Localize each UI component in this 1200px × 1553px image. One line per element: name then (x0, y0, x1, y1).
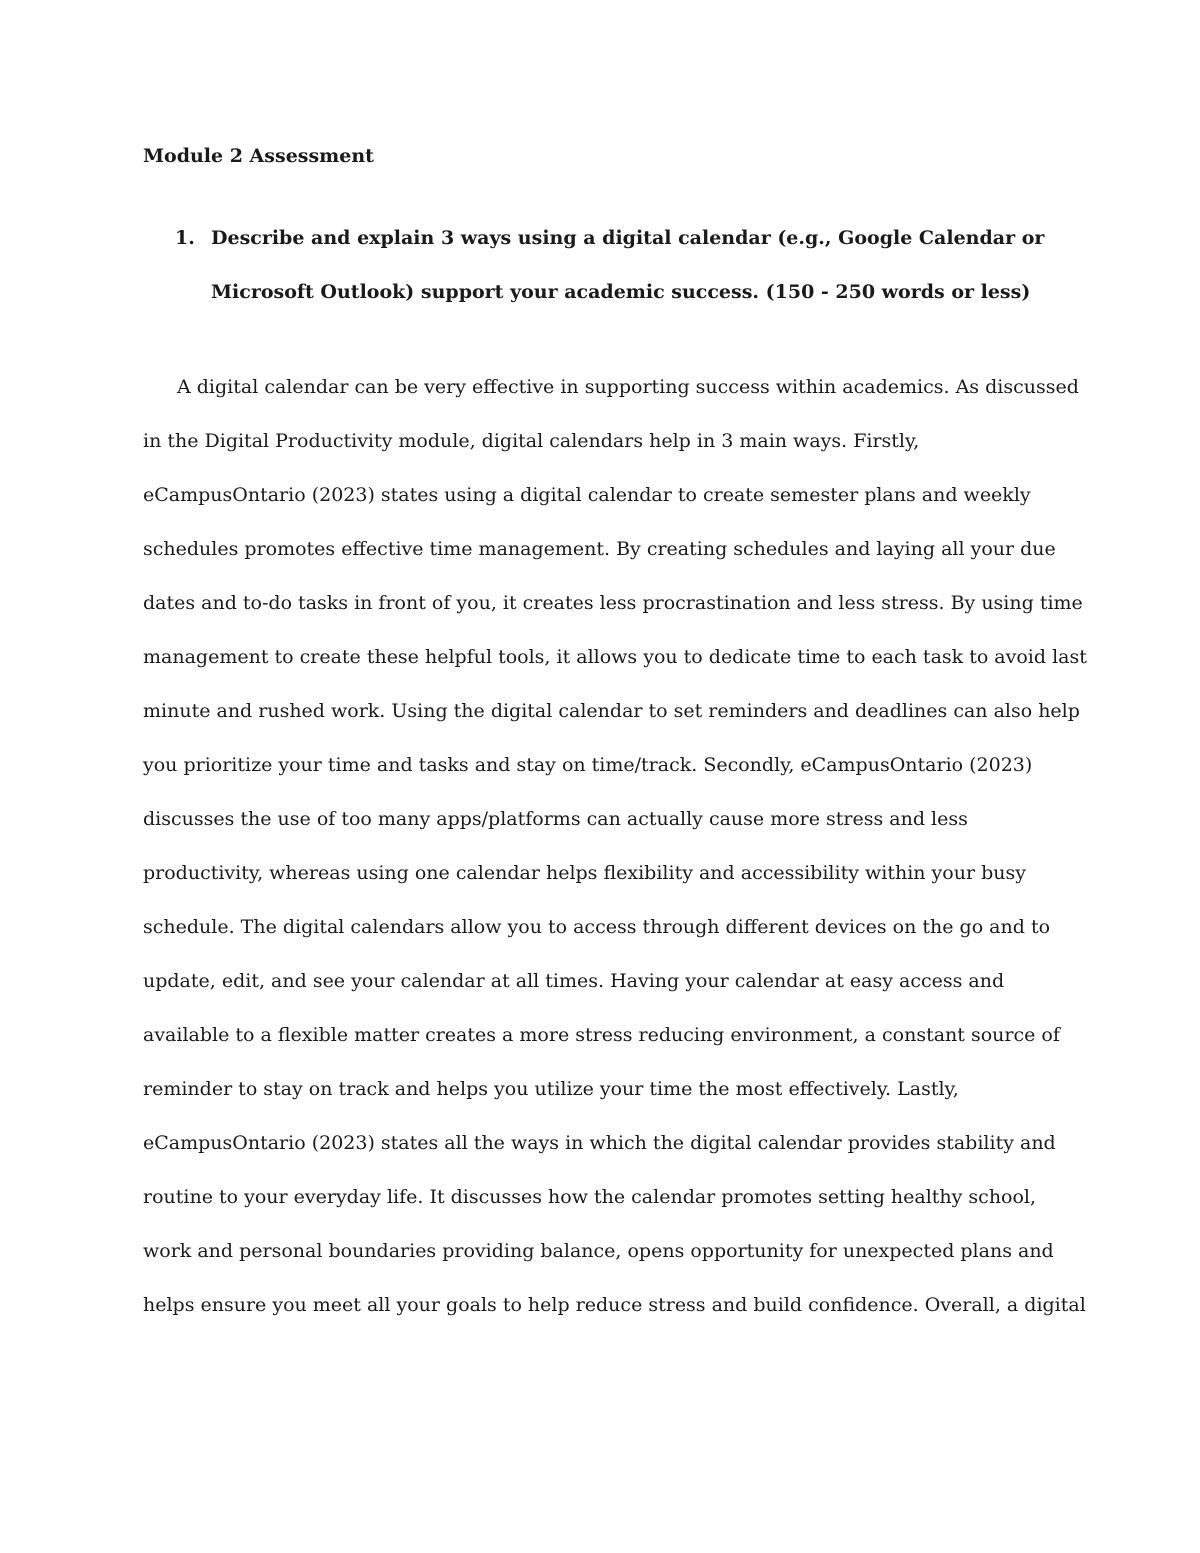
answer-line: reminder to stay on track and helps you utilize your time the most effectively. Lastly, (143, 1078, 959, 1100)
answer-line: helps ensure you meet all your goals to help reduce stress and build confidence. Overall, a digital (143, 1294, 1086, 1316)
answer-paragraph (143, 360, 1087, 1332)
answer-line: minute and rushed work. Using the digital calendar to set reminders and deadlines can also help (143, 700, 1080, 722)
question-text-line-1: Describe and explain 3 ways using a digital calendar (e.g., Google Calendar or (211, 227, 1045, 249)
answer-line: work and personal boundaries providing balance, opens opportunity for unexpected plans and (143, 1240, 1054, 1262)
question-text-line-2: Microsoft Outlook) support your academic success. (150 - 250 words or less) (211, 281, 1031, 303)
answer-line: you prioritize your time and tasks and stay on time/track. Secondly, eCampusOntario (2023) (143, 754, 1033, 776)
question-number: 1. (175, 227, 195, 249)
answer-line: A digital calendar can be very effective in supporting success within academics. As discussed (177, 376, 1079, 398)
answer-line: available to a flexible matter creates a more stress reducing environment, a constant source of (143, 1024, 1060, 1046)
answer-line: routine to your everyday life. It discusses how the calendar promotes setting healthy school, (143, 1186, 1037, 1208)
answer-line: dates and to-do tasks in front of you, it creates less procrastination and less stress. By using time (143, 592, 1083, 614)
answer-line: in the Digital Productivity module, digital calendars help in 3 main ways. Firstly, (143, 430, 920, 452)
answer-line: discusses the use of too many apps/platforms can actually cause more stress and less (143, 808, 968, 830)
answer-line: management to create these helpful tools, it allows you to dedicate time to each task to avoid last (143, 646, 1087, 668)
answer-line: schedule. The digital calendars allow you to access through different devices on the go and to (143, 916, 1051, 938)
answer-line: update, edit, and see your calendar at all times. Having your calendar at easy access and (143, 970, 1005, 992)
answer-line: eCampusOntario (2023) states using a digital calendar to create semester plans and weekly (143, 484, 1031, 506)
answer-line: productivity, whereas using one calendar helps flexibility and accessibility within your busy (143, 862, 1026, 884)
answer-line: schedules promotes effective time management. By creating schedules and laying all your due (143, 538, 1056, 560)
answer-line: eCampusOntario (2023) states all the ways in which the digital calendar provides stability and (143, 1132, 1056, 1154)
document-heading: Module 2 Assessment (143, 145, 374, 167)
